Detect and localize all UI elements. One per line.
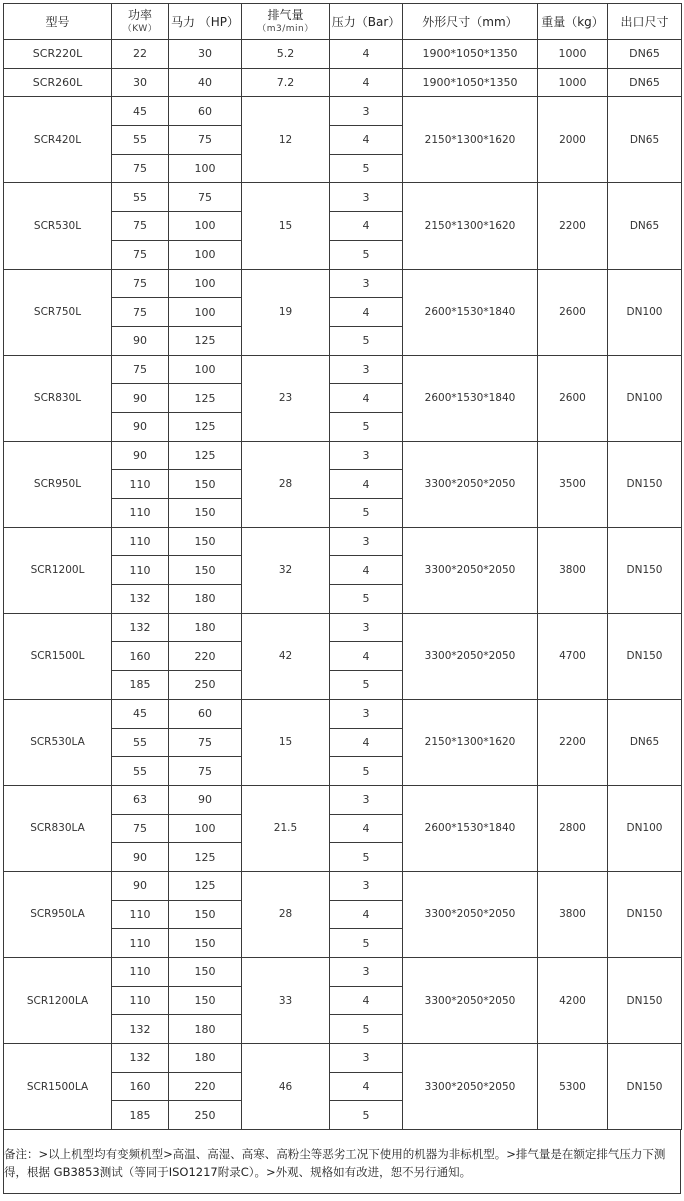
header-horsepower: 马力 （HP） [169,4,242,40]
model-cell: SCR260L [4,68,112,97]
outlet-cell: DN100 [608,355,682,441]
pressure-cell: 3 [330,527,403,556]
model-cell: SCR1200L [4,527,112,613]
weight-cell: 3500 [538,441,608,527]
horsepower-cell: 125 [169,326,242,355]
outlet-cell: DN65 [608,97,682,183]
horsepower-cell: 100 [169,355,242,384]
table-row [4,613,682,642]
power-cell: 90 [112,384,169,413]
power-cell: 75 [112,154,169,183]
power-cell: 90 [112,871,169,900]
horsepower-cell: 125 [169,412,242,441]
weight-cell: 1000 [538,68,608,97]
model-cell: SCR750L [4,269,112,355]
pressure-cell: 4 [330,68,403,97]
pressure-cell: 4 [330,900,403,929]
table-row [4,269,682,298]
horsepower-cell: 220 [169,642,242,671]
table-row [4,527,682,556]
weight-cell: 2600 [538,355,608,441]
outlet-cell: DN100 [608,785,682,871]
table-row [4,699,682,728]
dimensions-cell: 3300*2050*2050 [403,613,538,699]
outlet-cell: DN100 [608,269,682,355]
pressure-cell: 4 [330,126,403,155]
weight-cell: 2200 [538,699,608,785]
power-cell: 55 [112,728,169,757]
table-row [4,355,682,384]
header-displacement-label: 排气量 [267,7,304,22]
pressure-cell: 4 [330,986,403,1015]
header-row [4,4,682,40]
power-cell: 30 [112,68,169,97]
horsepower-cell: 250 [169,1101,242,1130]
power-cell: 132 [112,1015,169,1044]
power-cell: 55 [112,183,169,212]
pressure-cell: 4 [330,470,403,499]
pressure-cell: 4 [330,814,403,843]
dimensions-cell: 3300*2050*2050 [403,527,538,613]
power-cell: 110 [112,470,169,499]
table-row [4,183,682,212]
horsepower-cell: 30 [169,40,242,69]
horsepower-cell: 125 [169,441,242,470]
weight-cell: 2000 [538,97,608,183]
pressure-cell: 4 [330,1072,403,1101]
power-cell: 160 [112,642,169,671]
power-cell: 55 [112,757,169,786]
model-cell: SCR950LA [4,871,112,957]
weight-cell: 2800 [538,785,608,871]
model-cell: SCR530LA [4,699,112,785]
pressure-cell: 3 [330,613,403,642]
pressure-cell: 3 [330,871,403,900]
displacement-cell: 28 [242,871,330,957]
pressure-cell: 5 [330,671,403,700]
displacement-cell: 7.2 [242,68,330,97]
power-cell: 90 [112,326,169,355]
displacement-cell: 42 [242,613,330,699]
horsepower-cell: 150 [169,527,242,556]
header-displacement [242,4,330,40]
pressure-cell: 3 [330,355,403,384]
header-outlet: 出口尺寸 [608,4,682,40]
dimensions-cell: 2600*1530*1840 [403,269,538,355]
horsepower-cell: 90 [169,785,242,814]
power-cell: 90 [112,441,169,470]
model-cell: SCR220L [4,40,112,69]
horsepower-cell: 100 [169,212,242,241]
header-weight: 重量（kg） [538,4,608,40]
weight-cell: 3800 [538,871,608,957]
pressure-cell: 3 [330,1044,403,1073]
pressure-cell: 4 [330,642,403,671]
dimensions-cell: 3300*2050*2050 [403,871,538,957]
model-cell: SCR1200LA [4,958,112,1044]
weight-cell: 4700 [538,613,608,699]
displacement-cell: 12 [242,97,330,183]
outlet-cell: DN150 [608,527,682,613]
power-cell: 185 [112,1101,169,1130]
horsepower-cell: 125 [169,384,242,413]
table-row [4,958,682,987]
model-cell: SCR420L [4,97,112,183]
pressure-cell: 5 [330,499,403,528]
pressure-cell: 4 [330,384,403,413]
footnote: 备注：>以上机型均有变频机型>高温、高湿、高寒、高粉尘等恶劣工况下使用的机器为非标机型。>排气量是在额定排气压力下测得，根据 GB3853测试（等同于ISO1217附录C）。>外观、规格如有改进，恕不另行通知。 [3,1130,681,1194]
pressure-cell: 5 [330,1101,403,1130]
horsepower-cell: 75 [169,728,242,757]
dimensions-cell: 2150*1300*1620 [403,97,538,183]
power-cell: 110 [112,556,169,585]
spec-table [3,3,682,1130]
horsepower-cell: 60 [169,97,242,126]
pressure-cell: 5 [330,240,403,269]
horsepower-cell: 100 [169,240,242,269]
pressure-cell: 5 [330,843,403,872]
pressure-cell: 4 [330,40,403,69]
power-cell: 90 [112,412,169,441]
power-cell: 110 [112,929,169,958]
power-cell: 110 [112,986,169,1015]
displacement-cell: 46 [242,1044,330,1130]
power-cell: 45 [112,699,169,728]
pressure-cell: 3 [330,441,403,470]
pressure-cell: 4 [330,556,403,585]
displacement-cell: 23 [242,355,330,441]
outlet-cell: DN65 [608,40,682,69]
dimensions-cell: 3300*2050*2050 [403,441,538,527]
outlet-cell: DN150 [608,958,682,1044]
header-power-label: 功率 [127,7,152,22]
displacement-cell: 32 [242,527,330,613]
power-cell: 160 [112,1072,169,1101]
horsepower-cell: 220 [169,1072,242,1101]
horsepower-cell: 180 [169,1044,242,1073]
header-power-unit: （KW） [122,23,158,34]
power-cell: 75 [112,814,169,843]
horsepower-cell: 250 [169,671,242,700]
pressure-cell: 5 [330,326,403,355]
power-cell: 110 [112,958,169,987]
power-cell: 75 [112,298,169,327]
table-row [4,441,682,470]
model-cell: SCR1500L [4,613,112,699]
pressure-cell: 3 [330,183,403,212]
outlet-cell: DN150 [608,871,682,957]
weight-cell: 1000 [538,40,608,69]
horsepower-cell: 150 [169,900,242,929]
outlet-cell: DN150 [608,441,682,527]
displacement-cell: 21.5 [242,785,330,871]
pressure-cell: 4 [330,728,403,757]
pressure-cell: 3 [330,699,403,728]
header-model: 型号 [4,4,112,40]
header-pressure: 压力（Bar） [330,4,403,40]
horsepower-cell: 75 [169,757,242,786]
pressure-cell: 3 [330,785,403,814]
outlet-cell: DN65 [608,183,682,269]
pressure-cell: 5 [330,585,403,614]
outlet-cell: DN65 [608,68,682,97]
table-row [4,1044,682,1073]
header-dimensions: 外形尺寸（mm） [403,4,538,40]
pressure-cell: 5 [330,757,403,786]
pressure-cell: 4 [330,298,403,327]
displacement-cell: 15 [242,699,330,785]
table-row [4,68,682,97]
dimensions-cell: 3300*2050*2050 [403,1044,538,1130]
outlet-cell: DN150 [608,613,682,699]
power-cell: 132 [112,1044,169,1073]
dimensions-cell: 1900*1050*1350 [403,40,538,69]
dimensions-cell: 2600*1530*1840 [403,355,538,441]
power-cell: 75 [112,355,169,384]
model-cell: SCR950L [4,441,112,527]
power-cell: 22 [112,40,169,69]
horsepower-cell: 180 [169,1015,242,1044]
power-cell: 55 [112,126,169,155]
spec-table-container [3,3,681,1194]
weight-cell: 2200 [538,183,608,269]
power-cell: 75 [112,269,169,298]
horsepower-cell: 100 [169,298,242,327]
pressure-cell: 5 [330,154,403,183]
horsepower-cell: 100 [169,814,242,843]
power-cell: 75 [112,240,169,269]
horsepower-cell: 125 [169,871,242,900]
horsepower-cell: 150 [169,986,242,1015]
header-displacement-unit: （m3/min） [257,23,314,34]
dimensions-cell: 2150*1300*1620 [403,183,538,269]
horsepower-cell: 100 [169,269,242,298]
model-cell: SCR1500LA [4,1044,112,1130]
horsepower-cell: 60 [169,699,242,728]
power-cell: 132 [112,585,169,614]
horsepower-cell: 150 [169,470,242,499]
horsepower-cell: 100 [169,154,242,183]
displacement-cell: 33 [242,958,330,1044]
displacement-cell: 5.2 [242,40,330,69]
horsepower-cell: 40 [169,68,242,97]
power-cell: 63 [112,785,169,814]
pressure-cell: 5 [330,412,403,441]
horsepower-cell: 180 [169,613,242,642]
dimensions-cell: 2150*1300*1620 [403,699,538,785]
dimensions-cell: 2600*1530*1840 [403,785,538,871]
weight-cell: 2600 [538,269,608,355]
pressure-cell: 3 [330,269,403,298]
displacement-cell: 15 [242,183,330,269]
power-cell: 75 [112,212,169,241]
pressure-cell: 3 [330,958,403,987]
displacement-cell: 28 [242,441,330,527]
model-cell: SCR530L [4,183,112,269]
dimensions-cell: 1900*1050*1350 [403,68,538,97]
pressure-cell: 5 [330,1015,403,1044]
pressure-cell: 5 [330,929,403,958]
horsepower-cell: 150 [169,556,242,585]
power-cell: 132 [112,613,169,642]
table-row [4,97,682,126]
power-cell: 45 [112,97,169,126]
weight-cell: 5300 [538,1044,608,1130]
weight-cell: 4200 [538,958,608,1044]
dimensions-cell: 3300*2050*2050 [403,958,538,1044]
pressure-cell: 3 [330,97,403,126]
horsepower-cell: 125 [169,843,242,872]
power-cell: 185 [112,671,169,700]
horsepower-cell: 75 [169,183,242,212]
table-row [4,40,682,69]
header-power [112,4,169,40]
horsepower-cell: 75 [169,126,242,155]
weight-cell: 3800 [538,527,608,613]
spec-table-body [4,40,682,1130]
displacement-cell: 19 [242,269,330,355]
horsepower-cell: 150 [169,499,242,528]
horsepower-cell: 150 [169,958,242,987]
horsepower-cell: 150 [169,929,242,958]
outlet-cell: DN65 [608,699,682,785]
pressure-cell: 4 [330,212,403,241]
horsepower-cell: 180 [169,585,242,614]
power-cell: 90 [112,843,169,872]
model-cell: SCR830LA [4,785,112,871]
table-row [4,871,682,900]
table-row [4,785,682,814]
power-cell: 110 [112,900,169,929]
power-cell: 110 [112,527,169,556]
outlet-cell: DN150 [608,1044,682,1130]
model-cell: SCR830L [4,355,112,441]
power-cell: 110 [112,499,169,528]
